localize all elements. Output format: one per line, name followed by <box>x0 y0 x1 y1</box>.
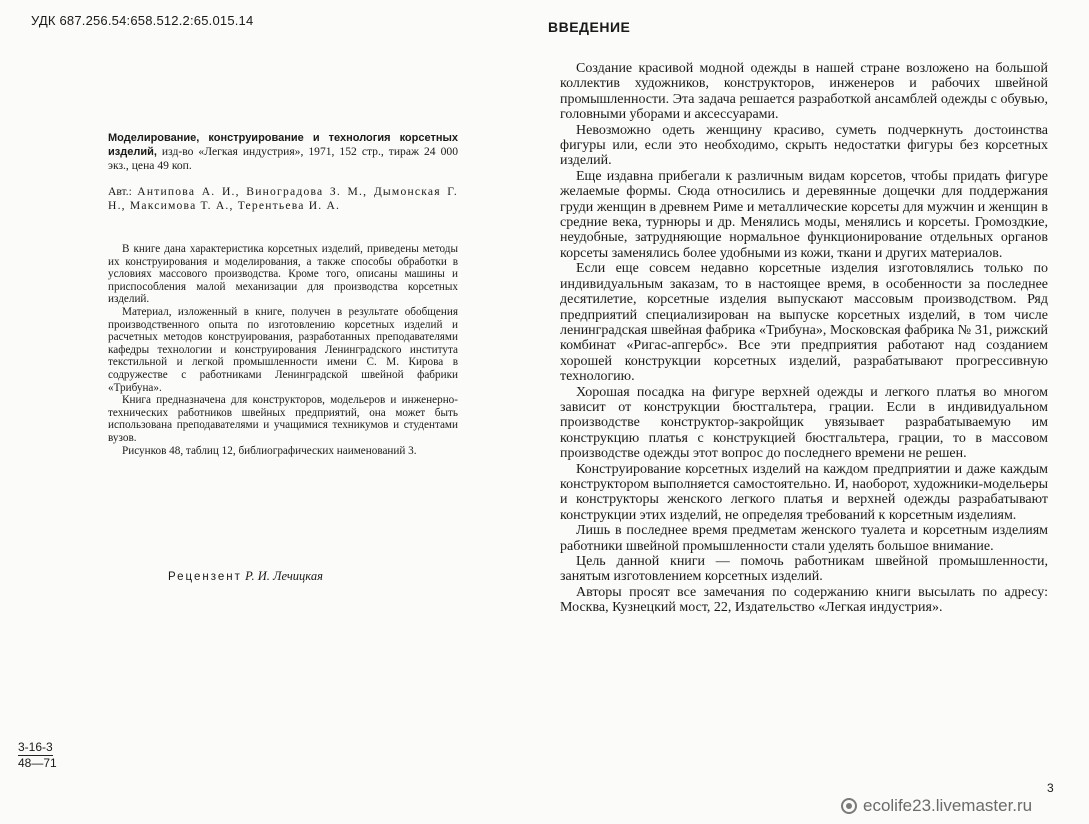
reviewer-name: Р. И. Лечицкая <box>245 569 323 583</box>
text-paragraph: Цель данной книги — помочь работникам швейной промышленности, занятым изготовлением корсетных изделий. <box>560 554 1048 585</box>
text-paragraph: Конструирование корсетных изделий на каждом предприятии и даже каждым конструктором выполняется самостоятельно. И, наоборот, художники-модельеры и конструкторы женского легкого платья и верхней одежды разрабатывают конструкции этих изделий, не определяя требований к корсетным изделиям. <box>560 461 1048 523</box>
reviewer-label: Рецензент <box>168 571 242 583</box>
gear-logo-icon <box>841 798 857 814</box>
abstract-paragraph: В книге дана характеристика корсетных изделий, приведены методы их конструирования и моделирования, а также способы обработки в условиях массового производства. Кроме того, описаны машины и приспособления малой механизации для производства корсетных изделий. <box>108 243 458 306</box>
text-paragraph: Авторы просят все замечания по содержанию книги высылать по адресу: Москва, Кузнецкий мост, 22, Издательство «Легкая индустрия». <box>560 584 1048 616</box>
text-paragraph: Создание красивой модной одежды в нашей стране возложено на большой коллектив художников, конструкторов, инженеров и рабочих швейной промышленности. Эта задача решается разработкой ансамблей одежды с обувью, головными уборами и аксессуарами. <box>560 61 1048 123</box>
code-denominator: 48—71 <box>18 756 57 770</box>
left-page <box>0 0 530 824</box>
text-paragraph: Если еще совсем недавно корсетные изделия изготовлялись только по индивидуальным заказам, то в настоящее время, в особенности за последнее десятилетие, корсетные изделия выпускают массовым производством. Ряд предприятий специализирован на выпуске корсетных изделий, в том числе ленинградская швейная фабрика «Трибуна», Московская фабрика № 31, рижский комбинат «Ригас-апгербс». Все эти предприятия работают над созданием хорошей конструкции корсетных изделий, разрабатывают прогрессивную технологию. <box>560 261 1048 385</box>
bibliographic-record <box>108 131 458 173</box>
page-heading: ВВЕДЕНИЕ <box>548 19 631 35</box>
watermark <box>841 796 1032 816</box>
authors-names: Антипова А. И., Виноградова З. М., Дымонская Г. Н., Максимова Т. А., Терентьева И. А. <box>108 185 458 212</box>
abstract-paragraph: Материал, изложенный в книге, получен в результате обобщения производственного опыта по изготовлению корсетных изделий и расчетных методов конструирования, разработанных преподавателями кафедры технологии и конструирования Ленинградского института текстильной и легкой промышленности имени С. М. Кирова в содружестве с работниками Ленинградской швейной фабрики «Трибуна». <box>108 305 458 394</box>
watermark-text: ecolife23.livemaster.ru <box>863 796 1033 815</box>
text-paragraph: Лишь в последнее время предметам женского туалета и корсетным изделиям работники швейной промышленности стали уделять большое внимание. <box>560 523 1048 554</box>
publication-details: изд-во «Легкая индустрия», 1971, 152 стр., тираж 24 000 экз., цена 49 коп. <box>108 145 458 172</box>
introduction-text <box>560 61 1048 616</box>
authors-line <box>108 185 458 213</box>
right-page <box>530 0 1089 824</box>
abstract-paragraph: Книга предназначена для конструкторов, модельеров и инженерно-технических работников швейных предприятий, она может быть использована преподавателями и учащимися техникумов и студентами вузов. <box>108 394 458 444</box>
abstract <box>108 243 458 457</box>
abstract-paragraph: Рисунков 48, таблиц 12, библиографических наименований 3. <box>122 444 417 457</box>
text-paragraph: Хорошая посадка на фигуре верхней одежды и легкого платья во многом зависит от конструкции бюстгальтера, грации. Если в индивидуальном производстве конструктор-закройщик увязывает разрабатываемую им конструкцию платья с конструкцией бюстгальтера, грации, то в массовом производстве одежды этот вопрос до последнего времени не решен. <box>560 384 1048 462</box>
code-numerator: 3-16-3 <box>18 740 53 754</box>
text-paragraph: Невозможно одеть женщину красиво, суметь подчеркнуть достоинства фигуры или, если это необходимо, скрыть недостатки фигуры без корсетных изделий. <box>560 122 1048 169</box>
reviewer-line <box>168 569 323 584</box>
authors-prefix: Авт.: <box>108 185 138 198</box>
publication-code <box>18 740 57 770</box>
page-number: 3 <box>1047 781 1054 795</box>
book-title: Моделирование, конструирование и технология корсетных изделий, <box>108 132 458 158</box>
udk-code: УДК 687.256.54:658.512.2:65.015.14 <box>31 13 254 28</box>
text-paragraph: Еще издавна прибегали к различным видам корсетов, чтобы придать фигуре желаемые формы. Сюда относились и деревянные дощечки для поддержания груди женщин в древнем Риме и металлические корсеты для мужчин и женщин в средние века, турнюры и др. Менялись моды, менялись и корсеты. Громоздкие, неудобные, затрудняющие нормальное функционирование отдельных органов корсеты заменялись более удобными из кожи, ткани и других материалов. <box>560 168 1048 261</box>
